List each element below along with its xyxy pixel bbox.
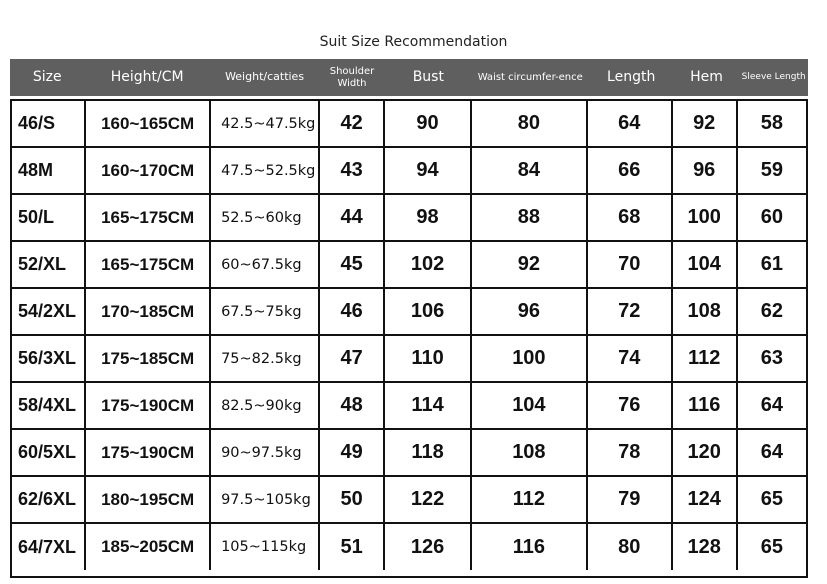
- cell-shoulder: 50: [320, 477, 385, 522]
- cell-size: 46/S: [12, 101, 86, 146]
- cell-bust: 126: [385, 524, 471, 570]
- table-row: [12, 383, 806, 430]
- column-header-waist: Waist circumfer-ence: [477, 71, 583, 83]
- table-row: [12, 336, 806, 383]
- cell-bust: 90: [385, 101, 471, 146]
- cell-weight: 90~97.5kg: [211, 430, 320, 475]
- cell-size: 56/3XL: [12, 336, 86, 381]
- cell-shoulder: 49: [320, 430, 385, 475]
- page-title: Suit Size Recommendation: [319, 34, 508, 50]
- cell-weight: 75~82.5kg: [211, 336, 320, 381]
- table-row: [12, 477, 806, 524]
- cell-length: 66: [588, 148, 673, 193]
- cell-height: 185~205CM: [86, 524, 211, 570]
- cell-height: 175~185CM: [86, 336, 211, 381]
- cell-shoulder: 43: [320, 148, 385, 193]
- cell-height: 180~195CM: [86, 477, 211, 522]
- cell-weight: 97.5~105kg: [211, 477, 320, 522]
- cell-weight: 47.5~52.5kg: [211, 148, 320, 193]
- cell-bust: 98: [385, 195, 471, 240]
- cell-height: 175~190CM: [86, 430, 211, 475]
- cell-length: 80: [588, 524, 673, 570]
- cell-hem: 92: [673, 101, 738, 146]
- cell-sleeve: 65: [760, 488, 784, 510]
- cell-waist: 108: [472, 430, 588, 475]
- cell-waist: 104: [472, 383, 588, 428]
- cell-shoulder: 47: [320, 336, 385, 381]
- cell-size: 62/6XL: [12, 477, 86, 522]
- cell-length: 70: [588, 242, 673, 287]
- cell-length: 72: [588, 289, 673, 334]
- cell-weight: 105~115kg: [211, 524, 320, 570]
- cell-waist: 112: [472, 477, 588, 522]
- cell-bust: 122: [385, 477, 471, 522]
- cell-hem: 96: [673, 148, 738, 193]
- cell-size: 54/2XL: [12, 289, 86, 334]
- cell-sleeve: 58: [760, 112, 784, 134]
- cell-length: 68: [588, 195, 673, 240]
- column-header-weight: Weight/catties: [225, 70, 305, 84]
- table-row: [12, 195, 806, 242]
- column-header-size: Size: [32, 69, 62, 86]
- cell-hem: 116: [673, 383, 738, 428]
- cell-weight: 52.5~60kg: [211, 195, 320, 240]
- cell-height: 170~185CM: [86, 289, 211, 334]
- column-header-shoulder: Shoulder Width: [329, 66, 375, 89]
- cell-sleeve: 65: [760, 535, 784, 558]
- column-header-hem: Hem: [690, 69, 723, 86]
- column-header-sleeve: Sleeve Length: [741, 72, 806, 83]
- cell-sleeve: 59: [760, 159, 784, 181]
- table-row: [12, 148, 806, 195]
- column-header-height: Height/CM: [110, 69, 184, 86]
- table-row: [12, 524, 806, 570]
- cell-sleeve: 64: [760, 394, 784, 416]
- cell-size: 52/XL: [12, 242, 86, 287]
- cell-shoulder: 48: [320, 383, 385, 428]
- cell-length: 64: [588, 101, 673, 146]
- cell-waist: 80: [472, 101, 588, 146]
- cell-size: 58/4XL: [12, 383, 86, 428]
- cell-sleeve: 63: [760, 347, 784, 369]
- cell-hem: 108: [673, 289, 738, 334]
- cell-hem: 120: [673, 430, 738, 475]
- cell-bust: 106: [385, 289, 471, 334]
- cell-waist: 84: [472, 148, 588, 193]
- cell-sleeve: 60: [760, 206, 784, 228]
- cell-shoulder: 46: [320, 289, 385, 334]
- cell-size: 50/L: [12, 195, 86, 240]
- cell-hem: 128: [673, 524, 738, 570]
- cell-bust: 114: [385, 383, 471, 428]
- cell-sleeve: 61: [760, 253, 784, 275]
- cell-length: 79: [588, 477, 673, 522]
- cell-shoulder: 45: [320, 242, 385, 287]
- table-row: [12, 101, 806, 148]
- cell-height: 165~175CM: [86, 242, 211, 287]
- cell-size: 60/5XL: [12, 430, 86, 475]
- cell-height: 165~175CM: [86, 195, 211, 240]
- column-header-length: Length: [607, 69, 656, 86]
- cell-sleeve: 62: [760, 300, 784, 322]
- cell-bust: 102: [385, 242, 471, 287]
- table-row: [12, 289, 806, 336]
- cell-bust: 118: [385, 430, 471, 475]
- cell-waist: 100: [472, 336, 588, 381]
- cell-shoulder: 42: [320, 101, 385, 146]
- cell-length: 78: [588, 430, 673, 475]
- cell-shoulder: 51: [320, 524, 385, 570]
- cell-height: 160~165CM: [86, 101, 211, 146]
- cell-sleeve: 64: [760, 441, 784, 463]
- cell-height: 160~170CM: [86, 148, 211, 193]
- cell-waist: 92: [472, 242, 588, 287]
- cell-waist: 88: [472, 195, 588, 240]
- cell-waist: 116: [472, 524, 588, 570]
- cell-hem: 104: [673, 242, 738, 287]
- cell-bust: 94: [385, 148, 471, 193]
- cell-weight: 42.5~47.5kg: [211, 101, 320, 146]
- column-header-bust: Bust: [412, 69, 444, 86]
- size-table: [10, 99, 808, 578]
- cell-weight: 82.5~90kg: [211, 383, 320, 428]
- cell-size: 48M: [12, 148, 86, 193]
- cell-hem: 112: [673, 336, 738, 381]
- cell-waist: 96: [472, 289, 588, 334]
- table-row: [12, 430, 806, 477]
- cell-shoulder: 44: [320, 195, 385, 240]
- cell-bust: 110: [385, 336, 471, 381]
- table-header: [10, 59, 808, 96]
- table-row: [12, 242, 806, 289]
- cell-size: 64/7XL: [12, 524, 86, 570]
- cell-weight: 67.5~75kg: [211, 289, 320, 334]
- cell-height: 175~190CM: [86, 383, 211, 428]
- cell-hem: 124: [673, 477, 738, 522]
- cell-length: 76: [588, 383, 673, 428]
- cell-weight: 60~67.5kg: [211, 242, 320, 287]
- cell-hem: 100: [673, 195, 738, 240]
- cell-length: 74: [588, 336, 673, 381]
